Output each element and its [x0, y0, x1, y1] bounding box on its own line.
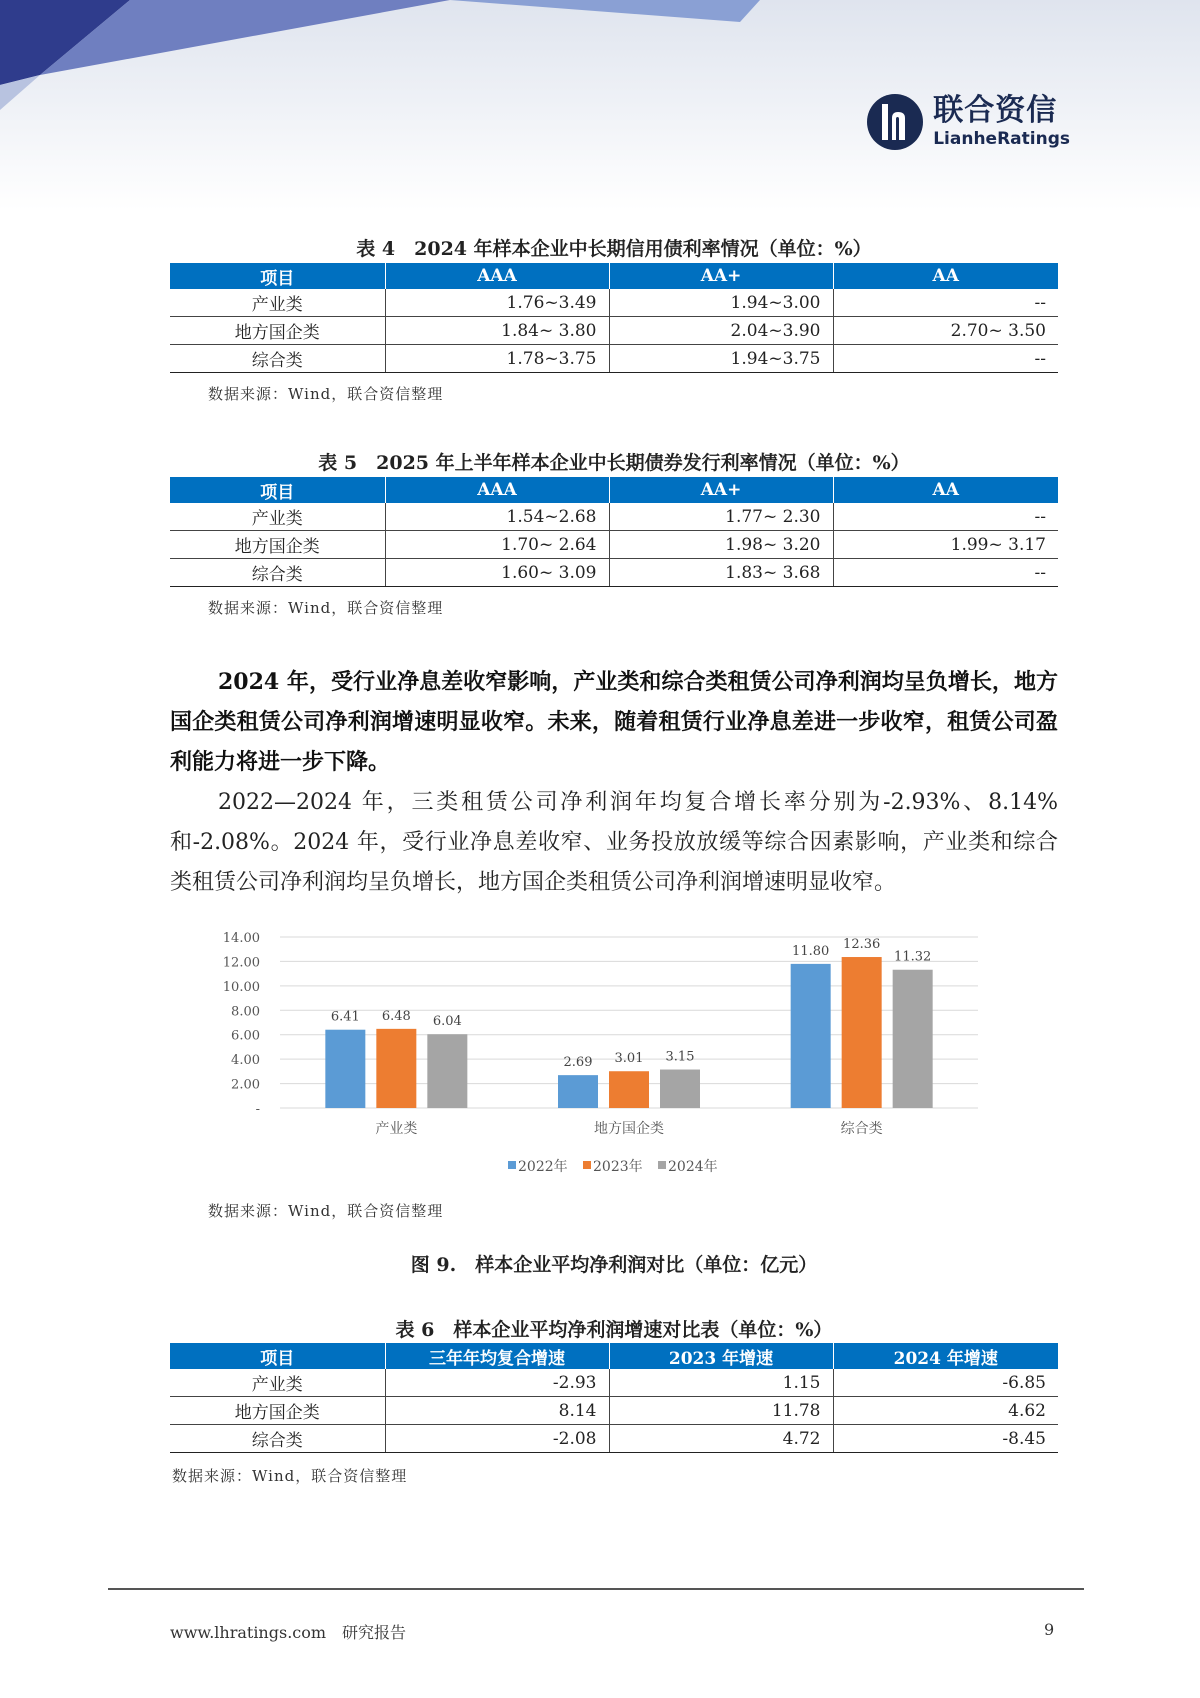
table-cell: 1.94~3.75: [609, 345, 833, 373]
y-tick-label: 6.00: [231, 1028, 260, 1044]
table-row: [170, 1369, 1058, 1397]
footer-divider: [108, 1588, 1084, 1590]
column-header: AA: [833, 477, 1058, 503]
y-tick-label: 4.00: [231, 1053, 260, 1069]
table-cell: 1.76~3.49: [385, 289, 609, 317]
table-row: [170, 531, 1058, 559]
table4-title: 表 4 2024 年样本企业中长期信用债利率情况（单位：%）: [356, 238, 872, 260]
table5: [170, 477, 1058, 587]
data-label: 11.32: [894, 949, 932, 965]
table-cell: 产业类: [170, 289, 385, 317]
table-row: [170, 289, 1058, 317]
table-cell: 产业类: [170, 503, 385, 531]
footer-site: www.lhratings.com 研究报告: [170, 1623, 407, 1642]
table5-source: 数据来源：Wind，联合资信整理: [208, 599, 444, 617]
table-cell: 地方国企类: [170, 1397, 385, 1425]
bar: [427, 1034, 467, 1108]
data-label: 2.69: [563, 1055, 593, 1071]
table-cell: -2.08: [385, 1425, 609, 1453]
table-cell: 1.99~ 3.17: [833, 531, 1058, 559]
table-header-row: [170, 1343, 1058, 1369]
table-row: [170, 503, 1058, 531]
table-cell: 综合类: [170, 345, 385, 373]
body-text: 2022—2024 年，三类租赁公司净利润年均复合增长率分别为-2.93%、8.14%和-2.08%。2024 年，受行业净息差收窄、业务投放放缓等综合因素影响，产业类和综合类租赁公司净利润均呈负增长，地方国企类租赁公司净利润增速明显收窄。: [170, 790, 1058, 895]
table-cell: 2.70~ 3.50: [833, 317, 1058, 345]
table6: [170, 1343, 1058, 1453]
data-label: 11.80: [792, 943, 830, 959]
legend-label: 2024年: [668, 1159, 718, 1175]
table6-source: 数据来源：Wind，联合资信整理: [172, 1467, 408, 1485]
table4-source: 数据来源：Wind，联合资信整理: [208, 385, 444, 403]
column-header: 2024 年增速: [833, 1343, 1058, 1369]
y-tick-label: 14.00: [222, 931, 260, 946]
table-cell: 4.62: [833, 1397, 1058, 1425]
summary-text: 2024 年，受行业净息差收窄影响，产业类和综合类租赁公司净利润均呈负增长，地方国企类租赁公司净利润增速明显收窄。未来，随着租赁行业净息差进一步收窄，租赁公司盈利能力将进一步下降。: [170, 669, 1058, 775]
table-cell: -8.45: [833, 1425, 1058, 1453]
bar: [791, 964, 831, 1108]
summary-paragraph: [170, 662, 1058, 782]
x-tick-label: 地方国企类: [594, 1121, 664, 1137]
table-cell: 1.77~ 2.30: [609, 503, 833, 531]
table-cell: 1.54~2.68: [385, 503, 609, 531]
table-cell: --: [833, 289, 1058, 317]
table4: [170, 263, 1058, 373]
table-cell: 1.60~ 3.09: [385, 559, 609, 587]
legend-label: 2023年: [593, 1159, 643, 1175]
x-tick-label: 综合类: [840, 1121, 883, 1137]
logo-english: LianheRatings: [933, 129, 1070, 149]
table-cell: 综合类: [170, 559, 385, 587]
table-cell: 综合类: [170, 1425, 385, 1453]
data-label: 6.41: [330, 1009, 360, 1025]
table-cell: 1.70~ 2.64: [385, 531, 609, 559]
y-tick-label: 10.00: [222, 979, 260, 995]
table-row: [170, 1397, 1058, 1425]
column-header: 2023 年增速: [609, 1343, 833, 1369]
table-cell: 11.78: [609, 1397, 833, 1425]
column-header: 项目: [170, 477, 385, 503]
table-cell: --: [833, 503, 1058, 531]
bar: [376, 1029, 416, 1108]
table-cell: 8.14: [385, 1397, 609, 1425]
legend-swatch: [508, 1161, 516, 1169]
table-cell: 产业类: [170, 1369, 385, 1397]
column-header: AA+: [609, 263, 833, 289]
bar: [660, 1070, 700, 1108]
bar: [325, 1030, 365, 1108]
column-header: AA: [833, 263, 1058, 289]
table6-title: 表 6 样本企业平均净利润增速对比表（单位：%）: [395, 1319, 833, 1341]
figure9-title: 图 9. 样本企业平均净利润对比（单位：亿元）: [410, 1254, 818, 1276]
table5-title: 表 5 2025 年上半年样本企业中长期债券发行利率情况（单位：%）: [318, 452, 910, 474]
column-header: 三年年均复合增速: [385, 1343, 609, 1369]
table-cell: 地方国企类: [170, 531, 385, 559]
table-row: [170, 1425, 1058, 1453]
x-tick-label: 产业类: [375, 1121, 418, 1137]
page-number: 9: [1044, 1620, 1055, 1639]
table-cell: --: [833, 345, 1058, 373]
chart-source: 数据来源：Wind，联合资信整理: [208, 1202, 444, 1220]
table-cell: 4.72: [609, 1425, 833, 1453]
bar: [893, 970, 933, 1108]
logo-chinese: 联合资信: [933, 93, 1058, 128]
net-profit-bar-chart: [200, 925, 1000, 1190]
y-tick-label: -: [255, 1102, 260, 1117]
table-header-row: [170, 263, 1058, 289]
table-cell: -6.85: [833, 1369, 1058, 1397]
table-cell: -2.93: [385, 1369, 609, 1397]
data-label: 6.04: [432, 1014, 462, 1030]
column-header: AA+: [609, 477, 833, 503]
legend-label: 2022年: [518, 1159, 568, 1175]
table-cell: 地方国企类: [170, 317, 385, 345]
bar: [609, 1071, 649, 1108]
table-header-row: [170, 477, 1058, 503]
data-label: 6.48: [381, 1008, 411, 1024]
table-cell: 1.83~ 3.68: [609, 559, 833, 587]
legend-swatch: [583, 1161, 591, 1169]
column-header: AAA: [385, 477, 609, 503]
table-cell: 1.78~3.75: [385, 345, 609, 373]
body-paragraph: [170, 783, 1058, 903]
column-header: 项目: [170, 263, 385, 289]
table-row: [170, 317, 1058, 345]
data-label: 12.36: [843, 937, 881, 953]
brand-logo: [865, 92, 1070, 152]
table-cell: 1.15: [609, 1369, 833, 1397]
table-row: [170, 345, 1058, 373]
data-label: 3.01: [614, 1051, 644, 1067]
bar: [558, 1075, 598, 1108]
table-cell: 1.84~ 3.80: [385, 317, 609, 345]
table-cell: 2.04~3.90: [609, 317, 833, 345]
legend-swatch: [658, 1161, 666, 1169]
y-tick-label: 8.00: [231, 1004, 260, 1020]
y-tick-label: 12.00: [222, 955, 260, 971]
table-cell: --: [833, 559, 1058, 587]
table-cell: 1.98~ 3.20: [609, 531, 833, 559]
table-row: [170, 559, 1058, 587]
column-header: AAA: [385, 263, 609, 289]
lianhe-logo-icon: [865, 92, 925, 152]
column-header: 项目: [170, 1343, 385, 1369]
bar: [842, 957, 882, 1108]
data-label: 3.15: [665, 1049, 695, 1065]
y-tick-label: 2.00: [231, 1077, 260, 1093]
table-cell: 1.94~3.00: [609, 289, 833, 317]
